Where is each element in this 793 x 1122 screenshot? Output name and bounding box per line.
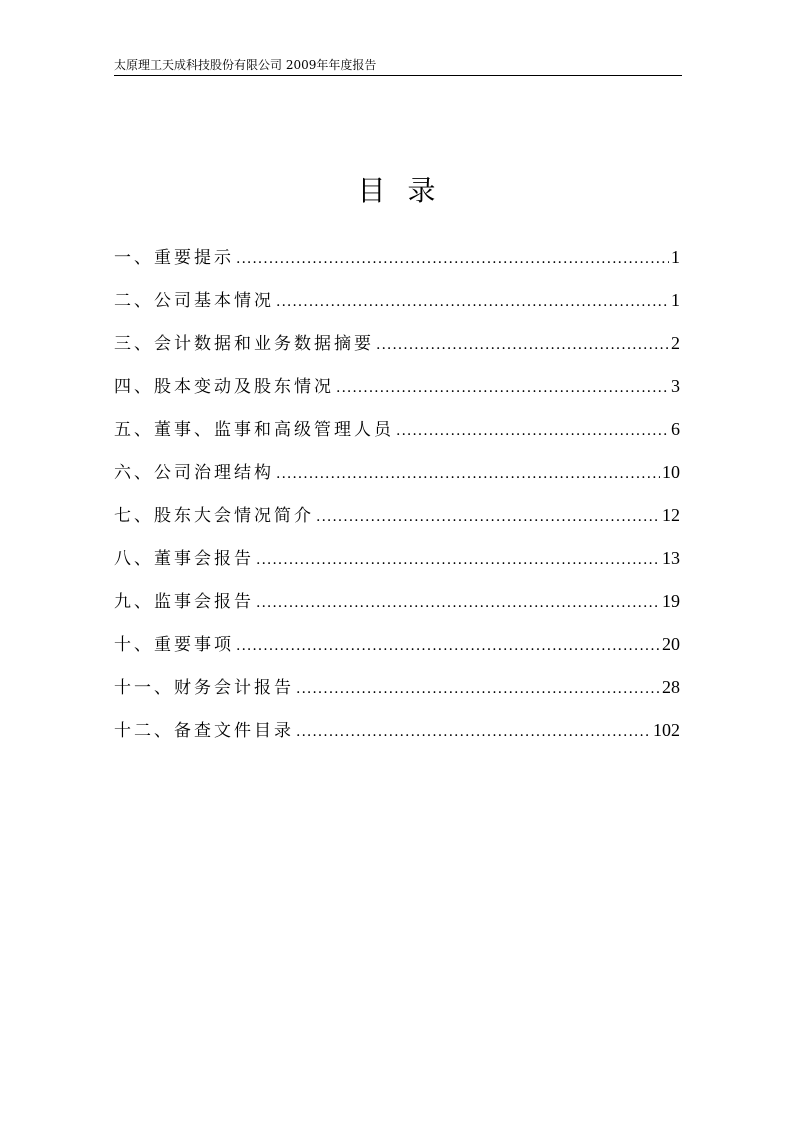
toc-leader	[336, 367, 669, 410]
toc-item[interactable]	[114, 408, 680, 451]
page-title: 目录	[357, 173, 458, 207]
toc-item[interactable]	[114, 709, 680, 752]
toc-item[interactable]	[114, 580, 680, 623]
toc-leader	[296, 711, 651, 754]
toc-item-label: 五、董事、监事和高级管理人员	[114, 420, 394, 440]
toc-leader	[276, 281, 669, 324]
toc-item[interactable]	[114, 623, 680, 666]
toc-item-page: 12	[662, 505, 680, 525]
page-header	[114, 55, 682, 76]
toc-item-page: 1	[671, 247, 680, 267]
toc-item-page: 13	[662, 548, 680, 568]
toc-item-page: 20	[662, 634, 680, 654]
toc-item-page: 2	[671, 333, 680, 353]
toc-item[interactable]	[114, 365, 680, 408]
toc-item-page: 28	[662, 677, 680, 697]
toc-item[interactable]	[114, 537, 680, 580]
toc-item-label: 十二、备查文件目录	[114, 721, 294, 741]
toc-leader	[376, 324, 669, 367]
toc-leader	[256, 582, 660, 625]
toc-item-page: 10	[662, 462, 680, 482]
table-of-contents	[114, 236, 680, 752]
toc-leader	[256, 539, 660, 582]
toc-item-label: 七、股东大会情况简介	[114, 506, 314, 526]
toc-item[interactable]	[114, 451, 680, 494]
toc-item-label: 一、重要提示	[114, 248, 234, 268]
toc-leader	[276, 453, 660, 496]
toc-item-label: 八、董事会报告	[114, 549, 254, 569]
toc-item-label: 二、公司基本情况	[114, 291, 274, 311]
toc-item[interactable]	[114, 279, 680, 322]
toc-item-label: 四、股本变动及股东情况	[114, 377, 334, 397]
toc-item-label: 十一、财务会计报告	[114, 678, 294, 698]
toc-item[interactable]	[114, 236, 680, 279]
toc-item-page: 6	[671, 419, 680, 439]
toc-leader	[296, 668, 660, 711]
toc-leader	[316, 496, 660, 539]
toc-leader	[236, 625, 660, 668]
toc-item-page: 102	[653, 720, 680, 740]
toc-item[interactable]	[114, 322, 680, 365]
toc-leader	[396, 410, 669, 453]
header-text: 太原理工天成科技股份有限公司 2009年年度报告	[114, 58, 377, 72]
toc-leader	[236, 238, 669, 281]
toc-item-page: 3	[671, 376, 680, 396]
toc-item[interactable]	[114, 666, 680, 709]
toc-item-label: 六、公司治理结构	[114, 463, 274, 483]
toc-item-page: 19	[662, 591, 680, 611]
toc-item[interactable]	[114, 494, 680, 537]
toc-item-label: 三、会计数据和业务数据摘要	[114, 334, 374, 354]
toc-item-page: 1	[671, 290, 680, 310]
toc-item-label: 九、监事会报告	[114, 592, 254, 612]
toc-item-label: 十、重要事项	[114, 635, 234, 655]
